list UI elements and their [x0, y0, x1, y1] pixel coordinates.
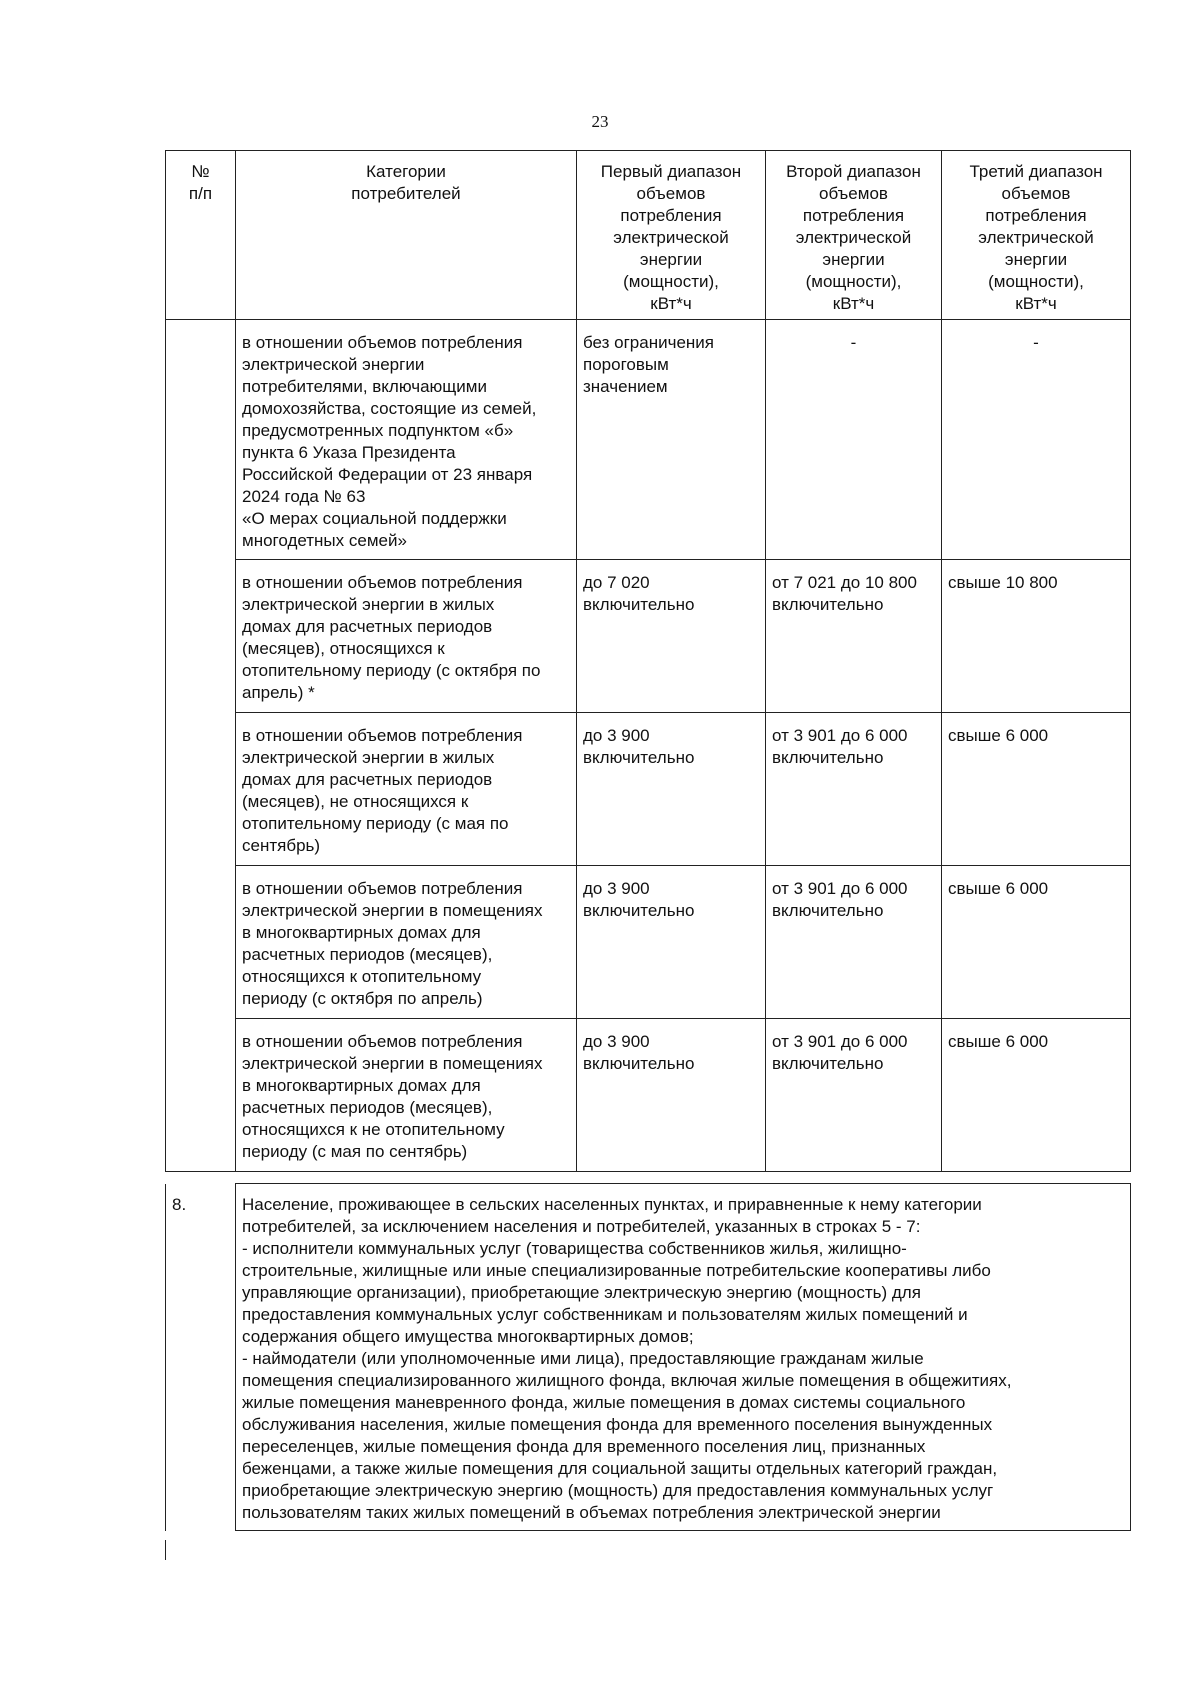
row-range3: -	[942, 320, 1131, 560]
row-range2: от 7 021 до 10 800 включительно	[766, 560, 942, 713]
row-num-cell	[166, 713, 236, 866]
row-range3: свыше 10 800	[942, 560, 1131, 713]
row-category: в отношении объемов потребления электрической энергии потребителями, включающими домохозяйства, состоящие из семей, предусмотренных подпунктом «б» пункта 6 Указа Президента Российской Федерации от 23 января 2024 года № 63 «О мерах социальной поддержки многодетных семей»	[236, 320, 577, 560]
table-row	[166, 320, 1131, 560]
row-range3: свыше 6 000	[942, 713, 1131, 866]
row-range2: от 3 901 до 6 000 включительно	[766, 1019, 942, 1172]
page-number: 23	[591, 112, 609, 131]
row-range1: до 3 900 включительно	[577, 866, 766, 1019]
row-range1: без ограничения пороговым значением	[577, 320, 766, 560]
table-border-continuation	[165, 1540, 166, 1560]
row-category: в отношении объемов потребления электрической энергии в помещениях в многоквартирных домах для расчетных периодов (месяцев), относящихся к не отопительному периоду (с мая по сентябрь)	[236, 1019, 577, 1172]
table-row	[166, 560, 1131, 713]
row-8-number: 8.	[166, 1184, 236, 1531]
header-category: Категории потребителей	[236, 151, 577, 320]
header-range1: Первый диапазон объемов потребления электрической энергии (мощности), кВт*ч	[577, 151, 766, 320]
row-num-cell	[166, 1019, 236, 1172]
row-range3: свыше 6 000	[942, 1019, 1131, 1172]
row-range2: от 3 901 до 6 000 включительно	[766, 713, 942, 866]
row-num-cell	[166, 560, 236, 713]
row-category: в отношении объемов потребления электрической энергии в жилых домах для расчетных периодов (месяцев), относящихся к отопительному периоду (с октября по апрель) *	[236, 560, 577, 713]
row-num-cell	[166, 320, 236, 560]
row-range2: от 3 901 до 6 000 включительно	[766, 866, 942, 1019]
header-range2: Второй диапазон объемов потребления электрической энергии (мощности), кВт*ч	[766, 151, 942, 320]
row-8-text: Население, проживающее в сельских населенных пунктах, и приравненные к нему категории потребителей, за исключением населения и потребителей, указанных в строках 5 - 7: - исполнители коммунальных услуг (товарищества собственников жилья, жилищно- строительные, жилищные или иные специализированные потребительские кооперативы либо управляющие организации), приобретающие электрическую энергию (мощность) для предоставления коммунальных услуг собственникам и пользователям жилых помещений и содержания общего имущества многоквартирных домов; - наймодатели (или уполномоченные ими лица), предоставляющие гражданам жилые помещения специализированного жилищного фонда, включая жилые помещения в общежитиях, жилые помещения маневренного фонда, жилые помещения в домах системы социального обслуживания населения, жилые помещения фонда для временного поселения вынужденных переселенцев, жилые помещения фонда для временного поселения лиц, признанных беженцами, а также жилые помещения для социальной защиты отдельных категорий граждан, приобретающие электрическую энергию (мощность) для предоставления коммунальных услуг пользователям таких жилых помещений в объемах потребления электрической энергии	[236, 1184, 1131, 1531]
table-row	[166, 713, 1131, 866]
row-category: в отношении объемов потребления электрической энергии в помещениях в многоквартирных домах для расчетных периодов (месяцев), относящихся к отопительному периоду (с октября по апрель)	[236, 866, 577, 1019]
table-row	[166, 866, 1131, 1019]
table-row	[166, 1019, 1131, 1172]
header-num: № п/п	[166, 151, 236, 320]
row-range1: до 7 020 включительно	[577, 560, 766, 713]
row-range2: -	[766, 320, 942, 560]
header-range3: Третий диапазон объемов потребления электрической энергии (мощности), кВт*ч	[942, 151, 1131, 320]
table-header-row	[166, 151, 1131, 320]
row-category: в отношении объемов потребления электрической энергии в жилых домах для расчетных периодов (месяцев), не относящихся к отопительному периоду (с мая по сентябрь)	[236, 713, 577, 866]
row-range1: до 3 900 включительно	[577, 713, 766, 866]
row-range1: до 3 900 включительно	[577, 1019, 766, 1172]
tariff-table	[165, 150, 1131, 1172]
table-row-8	[165, 1183, 1131, 1531]
row-range3: свыше 6 000	[942, 866, 1131, 1019]
row-num-cell	[166, 866, 236, 1019]
